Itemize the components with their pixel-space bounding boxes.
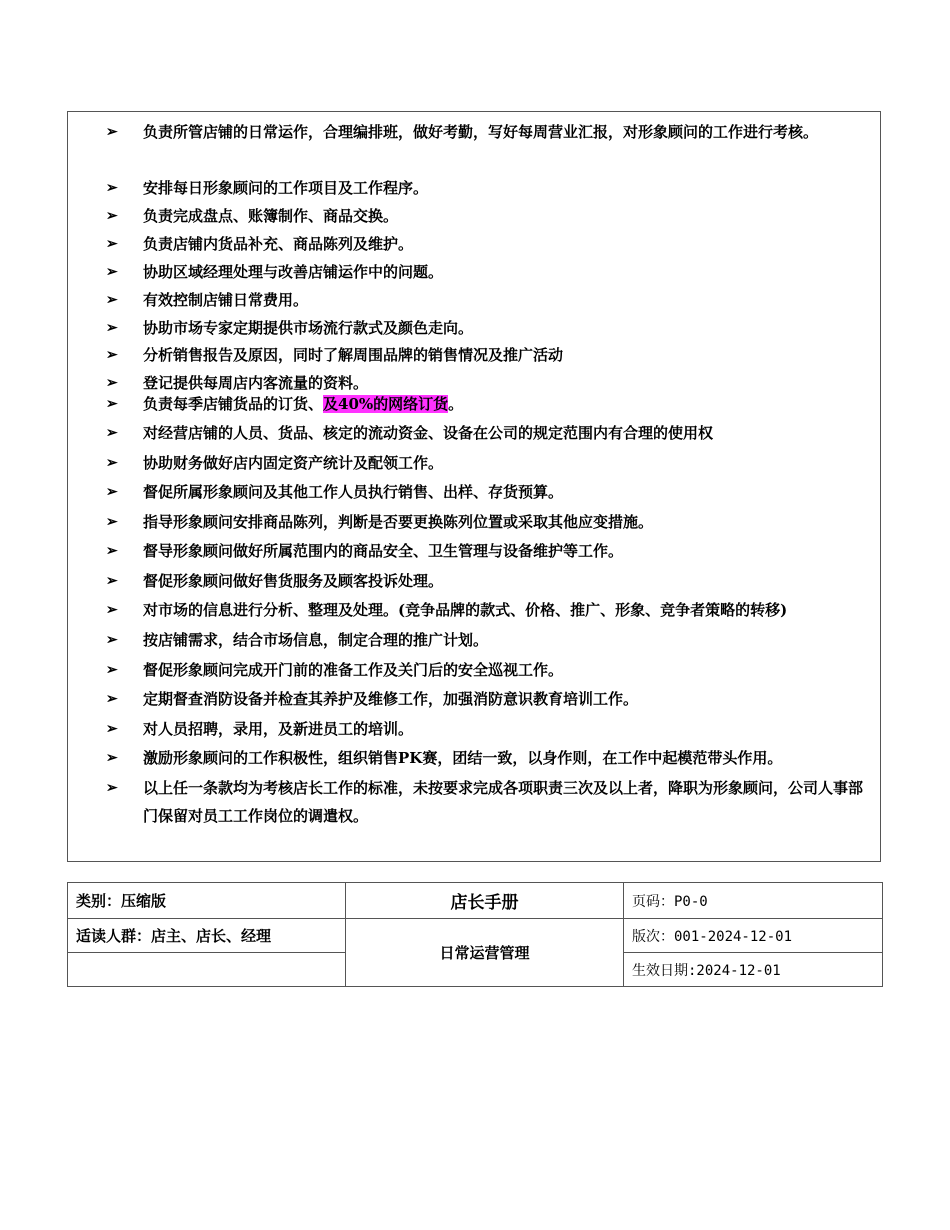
- duty-text: 督导形象顾问做好所属范围内的商品安全、卫生管理与设备维护等工作。: [143, 542, 624, 560]
- page-code: 页码：P0-0: [632, 893, 708, 910]
- page-code-cell: [624, 883, 883, 919]
- arrow-bullet-icon: ➢: [106, 573, 118, 589]
- duties-box: [67, 111, 881, 862]
- duty-item: [106, 596, 876, 624]
- duty-item: [106, 715, 876, 743]
- arrow-bullet-icon: ➢: [106, 375, 118, 391]
- section-name: 日常运营管理: [346, 919, 624, 987]
- duty-item: [106, 174, 876, 202]
- duty-item: [106, 744, 876, 772]
- duty-item: [106, 341, 876, 369]
- duty-text: 督促所属形象顾问及其他工作人员执行销售、出样、存货预算。: [143, 483, 564, 501]
- duty-text: [143, 390, 876, 418]
- duty-text: 按店铺需求，结合市场信息，制定合理的推广计划。: [143, 631, 489, 649]
- duty-item: [106, 449, 876, 477]
- effective-date: 生效日期:2024-12-01: [632, 962, 781, 979]
- arrow-bullet-icon: ➢: [106, 662, 118, 678]
- effective-date-cell: [624, 953, 883, 987]
- duty-text: 定期督查消防设备并检查其养护及维修工作，加强消防意识教育培训工作。: [143, 690, 639, 708]
- arrow-bullet-icon: ➢: [106, 455, 118, 471]
- duty-item: [106, 258, 876, 286]
- duty-item: [106, 626, 876, 654]
- duty-item: [106, 202, 876, 230]
- document-info-table: [67, 882, 883, 987]
- arrow-bullet-icon: ➢: [106, 632, 118, 648]
- duty-text: 对市场的信息进行分析、整理及处理。(竞争品牌的款式、价格、推广、形象、竞争者策略的转移): [143, 601, 788, 619]
- duty-item: [106, 685, 876, 713]
- empty-cell: [68, 953, 346, 987]
- arrow-bullet-icon: ➢: [106, 264, 118, 280]
- version: 版次：001-2024-12-01: [632, 928, 793, 945]
- manual-title: 店长手册: [346, 883, 624, 919]
- arrow-bullet-icon: ➢: [106, 347, 118, 363]
- duty-item: [106, 656, 876, 684]
- version-cell: [624, 919, 883, 953]
- duty-item: [106, 508, 876, 536]
- category-cell: 类别：压缩版: [68, 883, 346, 919]
- arrow-bullet-icon: ➢: [106, 721, 118, 737]
- duty-item: [106, 419, 876, 447]
- duty-item: [106, 537, 876, 565]
- arrow-bullet-icon: ➢: [106, 484, 118, 500]
- arrow-bullet-icon: ➢: [106, 602, 118, 618]
- duty-text: 登记提供每周店内客流量的资料。: [143, 374, 369, 392]
- arrow-bullet-icon: ➢: [106, 236, 118, 252]
- arrow-bullet-icon: ➢: [106, 514, 118, 530]
- duty-text: 对经营店铺的人员、货品、核定的流动资金、设备在公司的规定范围内有合理的使用权: [143, 424, 714, 442]
- arrow-bullet-icon: ➢: [106, 543, 118, 559]
- duty-item: [106, 774, 876, 830]
- duty-text: 负责店铺内货品补充、商品陈列及维护。: [143, 235, 414, 253]
- arrow-bullet-icon: ➢: [106, 396, 118, 412]
- duty-item: [106, 118, 876, 146]
- duty-text-before: 负责每季店铺货品的订货、: [143, 395, 324, 413]
- duty-text: 督促形象顾问做好售货服务及顾客投诉处理。: [143, 572, 444, 590]
- arrow-bullet-icon: ➢: [106, 180, 118, 196]
- duty-text: 安排每日形象顾问的工作项目及工作程序。: [143, 179, 429, 197]
- duty-item: [106, 567, 876, 595]
- arrow-bullet-icon: ➢: [106, 750, 118, 766]
- duty-text: 指导形象顾问安排商品陈列，判断是否要更换陈列位置或采取其他应变措施。: [143, 513, 654, 531]
- duty-text: 激励形象顾问的工作积极性，组织销售PK赛，团结一致，以身作则，在工作中起模范带头作用。: [143, 749, 783, 767]
- arrow-bullet-icon: ➢: [106, 124, 118, 140]
- audience-cell: 适读人群：店主、店长、经理: [68, 919, 346, 953]
- duty-item: [106, 230, 876, 258]
- duty-text: 协助区域经理处理与改善店铺运作中的问题。: [143, 263, 444, 281]
- duty-text: 有效控制店铺日常费用。: [143, 291, 309, 309]
- duty-item: [106, 286, 876, 314]
- arrow-bullet-icon: ➢: [106, 425, 118, 441]
- duty-text: 对人员招聘，录用，及新进员工的培训。: [143, 720, 414, 738]
- arrow-bullet-icon: ➢: [106, 292, 118, 308]
- duty-text: 分析销售报告及原因，同时了解周围品牌的销售情况及推广活动: [143, 346, 564, 364]
- arrow-bullet-icon: ➢: [106, 780, 118, 796]
- duty-text: 负责所管店铺的日常运作，合理编排班，做好考勤，写好每周营业汇报，对形象顾问的工作进行考核。: [143, 123, 819, 141]
- highlighted-text: 及40%的网络订货: [323, 395, 449, 413]
- duty-text: 负责完成盘点、账簿制作、商品交换。: [143, 207, 399, 225]
- duty-text: 以上任一条款均为考核店长工作的标准，未按要求完成各项职责三次及以上者，降职为形象顾问，公司人事部门保留对员工工作岗位的调遣权。: [143, 779, 864, 825]
- duty-text: 协助财务做好店内固定资产统计及配领工作。: [143, 454, 444, 472]
- duty-text-after: 。: [448, 395, 464, 413]
- arrow-bullet-icon: ➢: [106, 691, 118, 707]
- duty-text: 协助市场专家定期提供市场流行款式及颜色走向。: [143, 319, 474, 337]
- arrow-bullet-icon: ➢: [106, 208, 118, 224]
- duty-item: [106, 390, 876, 418]
- duty-text: 督促形象顾问完成开门前的准备工作及关门后的安全巡视工作。: [143, 661, 564, 679]
- duty-item: [106, 478, 876, 506]
- arrow-bullet-icon: ➢: [106, 320, 118, 336]
- duty-item: [106, 314, 876, 342]
